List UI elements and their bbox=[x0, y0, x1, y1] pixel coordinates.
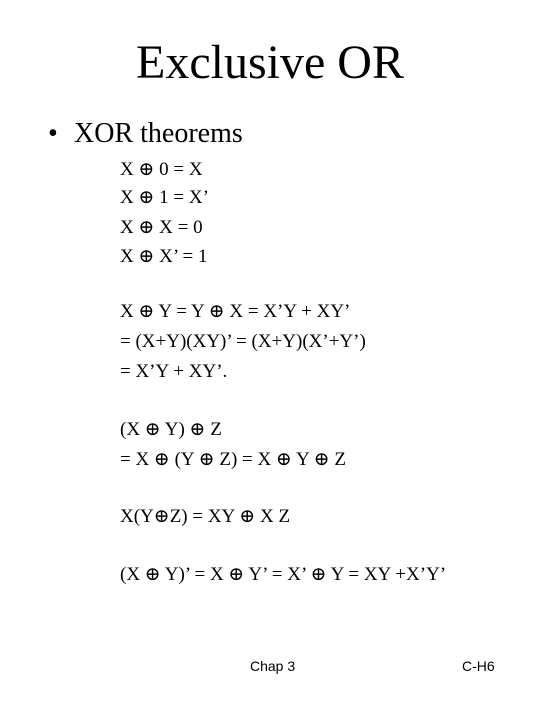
theorem-line: (X ⊕ Y)’ = X ⊕ Y’ = X’ ⊕ Y = XY +X’Y’ bbox=[120, 564, 447, 585]
bullet-heading bbox=[48, 116, 243, 152]
theorem-line: X ⊕ 1 = X’ bbox=[120, 187, 209, 208]
theorem-line: X ⊕ X = 0 bbox=[120, 217, 203, 238]
theorem-line: X ⊕ X’ = 1 bbox=[120, 246, 208, 267]
theorem-line: X ⊕ Y = Y ⊕ X = X’Y + XY’ bbox=[120, 301, 351, 322]
theorem-line: = X ⊕ (Y ⊕ Z) = X ⊕ Y ⊕ Z bbox=[120, 449, 346, 470]
bullet-marker: • bbox=[48, 118, 58, 149]
theorem-line: X(Y⊕Z) = XY ⊕ X Z bbox=[120, 506, 291, 527]
page-title: Exclusive OR bbox=[136, 36, 404, 89]
theorem-line: (X ⊕ Y) ⊕ Z bbox=[120, 419, 222, 440]
theorem-line: X ⊕ 0 = X bbox=[120, 159, 203, 180]
bullet-text: XOR theorems bbox=[74, 118, 243, 149]
footer-page-number: C-H6 bbox=[462, 658, 495, 674]
theorem-line: = (X+Y)(XY)’ = (X+Y)(X’+Y’) bbox=[120, 331, 366, 352]
footer-chapter: Chap 3 bbox=[250, 658, 296, 674]
theorem-line: = X’Y + XY’. bbox=[120, 361, 228, 382]
